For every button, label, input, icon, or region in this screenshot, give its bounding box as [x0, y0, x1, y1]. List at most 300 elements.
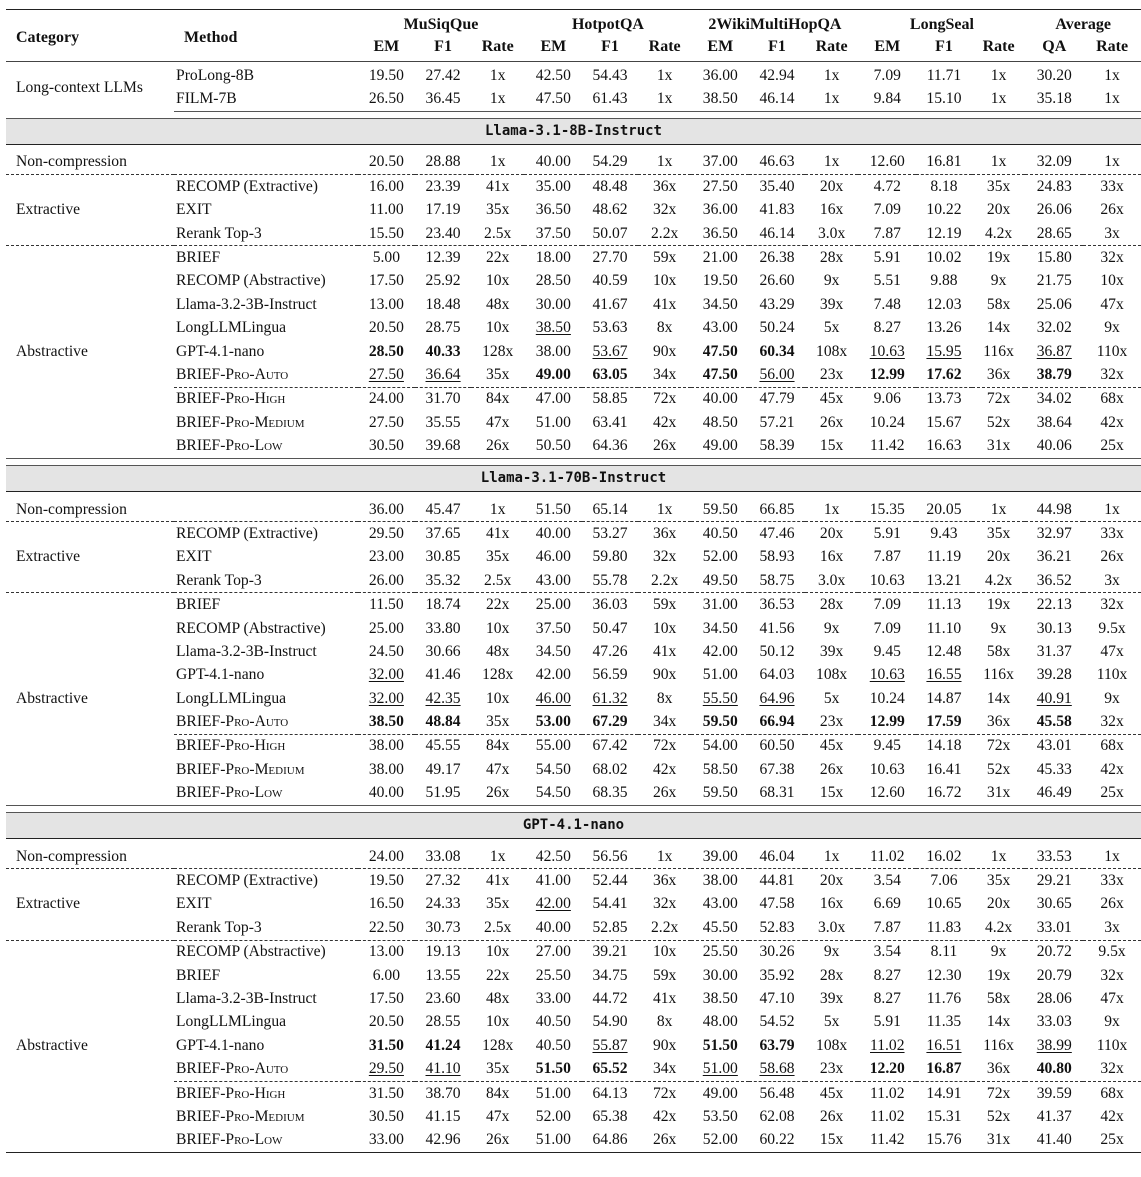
value-cell: 24.83 — [1025, 175, 1083, 199]
table-row — [6, 1034, 1141, 1057]
value-cell: 3x — [1104, 224, 1120, 242]
table-row — [6, 710, 1141, 734]
value-cell: 16.41 — [926, 760, 962, 778]
method-name: BRIEF-Pro-High — [174, 387, 357, 411]
section-spacer — [6, 805, 1141, 812]
best-value: 53.00 — [535, 713, 571, 731]
best-value: 60.34 — [759, 342, 795, 360]
best-value: 51.50 — [702, 1036, 738, 1054]
value-cell — [358, 664, 416, 687]
value-cell: 54.41 — [592, 895, 628, 913]
method-name: RECOMP (Abstractive) — [176, 272, 326, 290]
value-cell: 42x — [1100, 413, 1124, 431]
table-row — [6, 293, 1141, 316]
value-cell: 65.38 — [592, 1107, 628, 1125]
value-cell: 10x — [652, 619, 677, 637]
table-row — [6, 869, 1141, 893]
value-cell: 49.00 — [691, 434, 749, 458]
value-cell: 11.83 — [926, 918, 962, 936]
value-cell: 9x — [805, 940, 859, 964]
category-label: Extractive — [6, 522, 174, 593]
value-cell: 38.00 — [358, 734, 416, 758]
value-cell: 35.18 — [1025, 87, 1083, 111]
value-cell — [691, 340, 749, 363]
value-cell: 28x — [805, 246, 859, 270]
value-cell: 40.00 — [535, 918, 571, 936]
value-cell: 116x — [983, 666, 1014, 684]
value-cell — [358, 340, 416, 363]
value-cell: 36.50 — [535, 201, 571, 219]
value-cell: 9.43 — [916, 522, 972, 546]
value-cell: 116x — [983, 1036, 1014, 1054]
value-cell: 34.50 — [702, 295, 738, 313]
value-cell: 18.74 — [415, 593, 471, 617]
value-cell: 52.00 — [535, 1107, 571, 1125]
value-cell: 36x — [986, 1060, 1011, 1078]
value-cell: 12.19 — [926, 224, 962, 242]
value-cell: 41.37 — [1036, 1107, 1072, 1125]
value-cell: 35x — [972, 869, 1026, 893]
value-cell: 52x — [986, 1107, 1011, 1125]
value-cell: 41.15 — [425, 1107, 461, 1125]
category-label: Abstractive — [6, 593, 174, 806]
value-cell: 36x — [986, 365, 1011, 383]
value-cell: 45x — [805, 1081, 859, 1105]
value-cell: 41.67 — [592, 295, 628, 313]
header-metric-em: EM — [691, 36, 749, 62]
second-best-value: 16.51 — [926, 1036, 962, 1054]
table-row — [6, 940, 1141, 964]
table-row — [6, 317, 1141, 340]
value-cell — [858, 1057, 916, 1081]
value-cell: 14.91 — [916, 1081, 972, 1105]
second-best-value: 58.68 — [759, 1060, 795, 1078]
table-row — [6, 498, 1141, 522]
second-best-value: 51.00 — [702, 1060, 738, 1078]
value-cell: 2.2x — [651, 918, 679, 936]
value-cell: 32x — [1083, 593, 1141, 617]
second-best-value: 11.02 — [870, 1036, 905, 1054]
best-value: 31.50 — [368, 1036, 404, 1054]
method-name: BRIEF-Pro-Low — [174, 782, 357, 806]
value-cell: 59.80 — [592, 548, 628, 566]
value-cell: 38.50 — [691, 87, 749, 111]
value-cell: 58.50 — [702, 760, 738, 778]
value-cell — [524, 317, 582, 340]
value-cell: 10x — [485, 319, 510, 337]
value-cell: 47.50 — [524, 87, 582, 111]
value-cell: 2.5x — [484, 571, 512, 589]
value-cell: 30.50 — [368, 1107, 404, 1125]
value-cell: 50.50 — [524, 434, 582, 458]
value-cell: 64.13 — [582, 1081, 638, 1105]
value-cell: 62.08 — [759, 1107, 795, 1125]
value-cell — [415, 340, 471, 363]
value-cell: 36.00 — [702, 66, 738, 84]
value-cell — [524, 363, 582, 387]
value-cell: 68x — [1083, 387, 1141, 411]
value-cell: 27.50 — [691, 175, 749, 199]
value-cell: 47x — [485, 760, 510, 778]
value-cell: 33x — [1083, 869, 1141, 893]
section-spacer — [6, 111, 1141, 118]
value-cell: 35x — [485, 895, 510, 913]
value-cell: 20x — [805, 175, 859, 199]
method-name: Llama-3.2-3B-Instruct — [176, 295, 317, 313]
value-cell: 47x — [1100, 642, 1124, 660]
value-cell: 13.55 — [425, 966, 461, 984]
value-cell: 5.51 — [873, 272, 901, 290]
method-name: RECOMP (Extractive) — [174, 522, 357, 546]
value-cell: 9x — [823, 619, 840, 637]
value-cell: 37.65 — [415, 522, 471, 546]
value-cell: 49.00 — [691, 1081, 749, 1105]
section-title: GPT-4.1-nano — [6, 812, 1141, 838]
value-cell: 6.00 — [372, 966, 401, 984]
value-cell: 26.06 — [1036, 201, 1072, 219]
category-label: Abstractive — [6, 246, 174, 459]
value-cell: 16.00 — [358, 175, 416, 199]
second-best-value: 32.00 — [368, 666, 404, 684]
method-name: RECOMP (Abstractive) — [174, 940, 357, 964]
value-cell: 15.76 — [916, 1129, 972, 1153]
value-cell: 108x — [816, 342, 848, 360]
value-cell: 40.00 — [358, 782, 416, 806]
value-cell: 10.24 — [869, 689, 905, 707]
value-cell: 43.29 — [759, 295, 795, 313]
value-cell — [691, 1034, 749, 1057]
value-cell: 40.50 — [691, 522, 749, 546]
value-cell: 110x — [1096, 1036, 1128, 1054]
value-cell — [524, 687, 582, 710]
table-row — [6, 893, 1141, 916]
value-cell: 90x — [652, 1036, 677, 1054]
section-spacer — [6, 458, 1141, 465]
value-cell: 11.71 — [926, 66, 962, 84]
value-cell: 26x — [819, 1107, 844, 1125]
value-cell — [415, 687, 471, 710]
value-cell: 72x — [638, 387, 692, 411]
value-cell: 36.21 — [1036, 548, 1072, 566]
value-cell — [691, 710, 749, 734]
value-cell: 12.39 — [415, 246, 471, 270]
value-cell: 23x — [819, 365, 844, 383]
method-name: BRIEF-Pro-Auto — [176, 365, 289, 383]
value-cell: 59x — [638, 246, 692, 270]
value-cell: 1x — [656, 500, 673, 518]
value-cell: 9x — [823, 272, 840, 290]
value-cell: 52.00 — [702, 548, 738, 566]
best-value: 38.50 — [368, 713, 404, 731]
best-value: 66.94 — [759, 713, 795, 731]
value-cell — [858, 363, 916, 387]
value-cell: 8.18 — [916, 175, 972, 199]
value-cell: 4.2x — [984, 224, 1013, 242]
value-cell: 41.46 — [425, 666, 461, 684]
value-cell: 128x — [482, 342, 514, 360]
value-cell: 25.92 — [425, 272, 461, 290]
value-cell: 36.53 — [749, 593, 805, 617]
value-cell — [524, 710, 582, 734]
table-row — [6, 522, 1141, 546]
value-cell — [582, 687, 638, 710]
value-cell: 13.00 — [358, 940, 416, 964]
value-cell: 30.65 — [1036, 895, 1072, 913]
value-cell: 11.02 — [870, 1107, 905, 1125]
value-cell: 60.22 — [749, 1129, 805, 1153]
value-cell: 22.50 — [368, 918, 404, 936]
method-name: GPT-4.1-nano — [176, 666, 265, 684]
value-cell: 26x — [819, 760, 844, 778]
value-cell: 72x — [638, 1081, 692, 1105]
value-cell: 48x — [485, 642, 510, 660]
second-best-value: 36.87 — [1036, 342, 1072, 360]
category-label: Extractive — [6, 869, 174, 940]
best-value: 12.99 — [869, 713, 905, 731]
value-cell: 45x — [805, 734, 859, 758]
value-cell — [524, 1057, 582, 1081]
value-cell: 26x — [638, 434, 692, 458]
value-cell: 48x — [485, 295, 510, 313]
table-row — [6, 546, 1141, 569]
category-label: Abstractive — [6, 940, 174, 1153]
value-cell: 1x — [1104, 500, 1120, 518]
value-cell: 72x — [638, 734, 692, 758]
value-cell: 26x — [819, 413, 844, 431]
value-cell: 51.00 — [524, 1129, 582, 1153]
value-cell: 54.00 — [691, 734, 749, 758]
value-cell: 5.91 — [873, 1013, 901, 1031]
table-row — [6, 916, 1141, 940]
value-cell: 11.10 — [926, 619, 962, 637]
value-cell: 11.02 — [858, 1081, 916, 1105]
value-cell: 1x — [805, 87, 859, 111]
value-cell — [858, 710, 916, 734]
value-cell: 5.91 — [858, 246, 916, 270]
value-cell: 110x — [1096, 342, 1128, 360]
value-cell: 46.00 — [535, 548, 571, 566]
value-cell: 17.50 — [368, 272, 404, 290]
value-cell: 26x — [638, 782, 692, 806]
value-cell: 20.50 — [368, 319, 404, 337]
method-name: BRIEF-Pro-Medium — [176, 760, 305, 778]
value-cell: 1x — [1083, 87, 1141, 111]
value-cell: 1x — [990, 500, 1007, 518]
value-cell: 128x — [482, 666, 514, 684]
table-row — [6, 664, 1141, 687]
value-cell: 10x — [485, 272, 510, 290]
value-cell: 35x — [485, 201, 510, 219]
value-cell: 5.00 — [358, 246, 416, 270]
value-cell: 36.00 — [368, 500, 404, 518]
value-cell: 72x — [972, 1081, 1026, 1105]
value-cell: 31x — [972, 1129, 1026, 1153]
value-cell: 25.06 — [1036, 295, 1072, 313]
value-cell: 25.50 — [691, 940, 749, 964]
header-metric-qa: QA — [1025, 36, 1083, 62]
value-cell: 30.66 — [425, 642, 461, 660]
header-metric-f1: F1 — [582, 36, 638, 62]
value-cell: 15.50 — [368, 224, 404, 242]
value-cell — [1025, 363, 1083, 387]
value-cell: 1x — [489, 153, 506, 171]
header-metric-rate: Rate — [471, 36, 525, 62]
value-cell: 30.20 — [1036, 66, 1072, 84]
value-cell: 23.60 — [425, 989, 461, 1007]
method-name: BRIEF-Pro-Auto — [176, 1060, 289, 1078]
value-cell: 21.00 — [691, 246, 749, 270]
method-name: BRIEF-Pro-High — [174, 734, 357, 758]
value-cell — [916, 340, 972, 363]
value-cell: 10.24 — [869, 413, 905, 431]
value-cell: 36x — [638, 869, 692, 893]
value-cell: 9x — [1104, 1013, 1120, 1031]
value-cell: 51.00 — [524, 1081, 582, 1105]
value-cell: 46.04 — [759, 847, 795, 865]
value-cell: 28.65 — [1036, 224, 1072, 242]
second-best-value: 36.64 — [425, 365, 461, 383]
method-name: BRIEF — [174, 593, 357, 617]
value-cell — [415, 1034, 471, 1057]
value-cell: 34x — [652, 365, 677, 383]
value-cell — [691, 687, 749, 710]
value-cell: 35x — [485, 713, 510, 731]
value-cell: 36.03 — [582, 593, 638, 617]
value-cell: 37.50 — [535, 224, 571, 242]
table-row — [6, 1057, 1141, 1081]
value-cell: 37.50 — [535, 619, 571, 637]
value-cell: 9x — [972, 940, 1026, 964]
value-cell: 17.50 — [368, 989, 404, 1007]
value-cell: 38.00 — [535, 342, 571, 360]
value-cell: 40.00 — [535, 153, 571, 171]
method-name: FILM-7B — [174, 87, 357, 111]
method-name: EXIT — [176, 548, 212, 566]
value-cell: 28x — [819, 966, 844, 984]
value-cell: 27.00 — [524, 940, 582, 964]
value-cell: 40.50 — [535, 1013, 571, 1031]
best-value: 49.00 — [535, 365, 571, 383]
header-metric-em: EM — [858, 36, 916, 62]
value-cell: 22.13 — [1025, 593, 1083, 617]
value-cell: 20x — [805, 869, 859, 893]
value-cell: 43.01 — [1025, 734, 1083, 758]
value-cell: 35.00 — [524, 175, 582, 199]
best-value: 38.79 — [1036, 365, 1072, 383]
value-cell: 38.70 — [415, 1081, 471, 1105]
value-cell: 41.83 — [759, 201, 795, 219]
value-cell: 39.00 — [702, 847, 738, 865]
second-best-value: 38.50 — [535, 319, 571, 337]
value-cell: 26x — [471, 1129, 525, 1153]
best-value: 28.50 — [368, 342, 404, 360]
value-cell: 41x — [652, 989, 677, 1007]
table-row — [6, 1011, 1141, 1034]
value-cell: 108x — [816, 1036, 848, 1054]
value-cell: 3.0x — [817, 224, 846, 242]
best-value: 40.80 — [1036, 1060, 1072, 1078]
value-cell: 30.73 — [425, 918, 461, 936]
section-title: Llama-3.1-70B-Instruct — [6, 465, 1141, 491]
table-row — [6, 411, 1141, 434]
value-cell: 15x — [805, 782, 859, 806]
value-cell: 33.01 — [1036, 918, 1072, 936]
table-row — [6, 734, 1141, 758]
value-cell: 32.97 — [1025, 522, 1083, 546]
category-label: Extractive — [6, 175, 174, 246]
value-cell: 36.50 — [702, 224, 738, 242]
header-metric-rate: Rate — [805, 36, 859, 62]
value-cell: 20.50 — [368, 1013, 404, 1031]
value-cell — [415, 363, 471, 387]
value-cell — [415, 1057, 471, 1081]
value-cell: 58.85 — [582, 387, 638, 411]
value-cell: 6.69 — [873, 895, 901, 913]
value-cell: 15.67 — [926, 413, 962, 431]
value-cell: 48.50 — [702, 413, 738, 431]
value-cell: 9.84 — [858, 87, 916, 111]
header-row-datasets — [6, 10, 1141, 37]
value-cell: 18.48 — [425, 295, 461, 313]
value-cell: 13.00 — [368, 295, 404, 313]
value-cell: 34.50 — [702, 619, 738, 637]
value-cell: 38.00 — [368, 760, 404, 778]
value-cell: 16.02 — [926, 847, 962, 865]
value-cell: 59x — [638, 593, 692, 617]
method-name: ProLong-8B — [176, 66, 254, 84]
value-cell: 40.50 — [535, 1036, 571, 1054]
value-cell: 35.55 — [425, 413, 461, 431]
value-cell: 32x — [1083, 246, 1141, 270]
value-cell: 2.2x — [651, 571, 679, 589]
value-cell: 47x — [1100, 989, 1124, 1007]
best-value: 47.50 — [702, 342, 738, 360]
value-cell: 90x — [652, 342, 677, 360]
value-cell — [691, 1057, 749, 1081]
method-name: BRIEF — [174, 246, 357, 270]
value-cell: 9x — [990, 272, 1007, 290]
value-cell: 13.26 — [926, 319, 962, 337]
value-cell: 42.00 — [535, 666, 571, 684]
value-cell: 32x — [1100, 966, 1124, 984]
value-cell: 33.08 — [425, 847, 461, 865]
value-cell: 20x — [986, 201, 1011, 219]
value-cell: 26.38 — [749, 246, 805, 270]
value-cell: 42x — [1100, 760, 1124, 778]
category-label: Non-compression — [16, 153, 127, 171]
category-label: Long-context LLMs — [16, 78, 143, 96]
value-cell: 22x — [485, 966, 510, 984]
best-value: 17.59 — [926, 713, 962, 731]
value-cell: 10.63 — [869, 571, 905, 589]
method-name: Llama-3.2-3B-Instruct — [176, 989, 317, 1007]
value-cell: 26x — [471, 434, 525, 458]
value-cell: 58x — [986, 642, 1011, 660]
value-cell: 45.33 — [1036, 760, 1072, 778]
value-cell: 58.75 — [759, 571, 795, 589]
value-cell: 44.81 — [749, 869, 805, 893]
value-cell: 20x — [986, 548, 1011, 566]
value-cell: 8.27 — [873, 989, 901, 1007]
header-metric-rate: Rate — [638, 36, 692, 62]
value-cell: 10x — [485, 1013, 510, 1031]
value-cell: 55.00 — [524, 734, 582, 758]
best-value: 45.58 — [1036, 713, 1072, 731]
value-cell — [524, 893, 582, 916]
value-cell: 9.5x — [1098, 619, 1126, 637]
best-value: 63.79 — [759, 1036, 795, 1054]
value-cell: 14.87 — [926, 689, 962, 707]
